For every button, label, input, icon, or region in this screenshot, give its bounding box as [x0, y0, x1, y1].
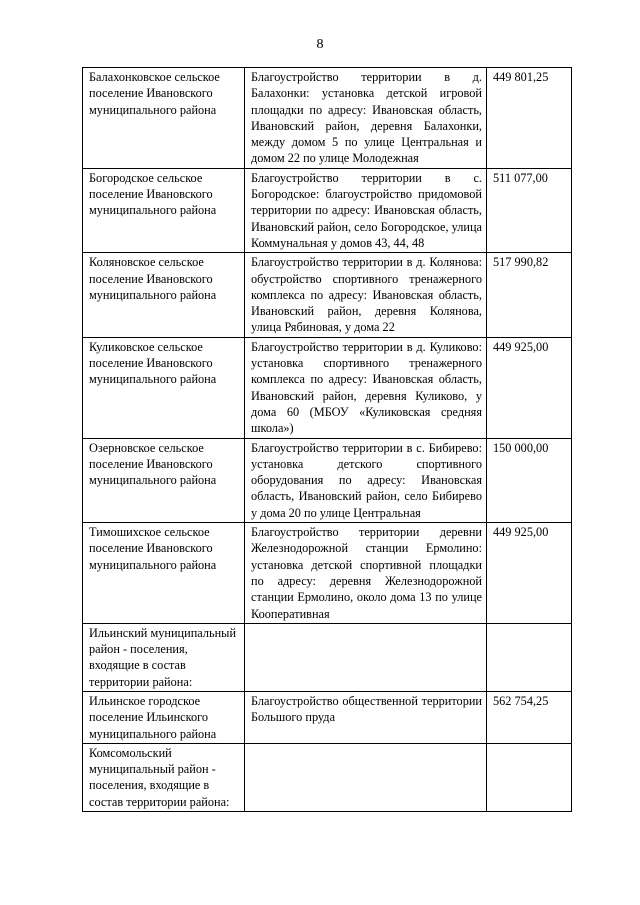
settlement-cell: Коляновское сельское поселение Ивановского муниципального района: [83, 253, 245, 337]
amount-cell: 449 925,00: [487, 337, 572, 438]
table-row: [83, 623, 572, 691]
page-number: 8: [316, 37, 324, 52]
subsidy-table: [82, 67, 572, 812]
amount-cell: 511 077,00: [487, 168, 572, 252]
table-row: [83, 743, 572, 811]
settlement-cell: Озерновское сельское поселение Ивановского муниципального района: [83, 438, 245, 522]
table-row: [83, 168, 572, 252]
amount-cell: 150 000,00: [487, 438, 572, 522]
table-row: [83, 337, 572, 438]
table-row: [83, 68, 572, 169]
description-cell: Благоустройство территории в д. Колянова: обустройство спортивного тренажерного комплекса по адресу: Ивановская область, Ивановский район, деревня Колянова, улица Рябиновая, у дома 22: [245, 253, 487, 337]
table-row: [83, 438, 572, 522]
settlement-cell: Богородское сельское поселение Ивановского муниципального района: [83, 168, 245, 252]
description-cell: [245, 743, 487, 811]
amount-cell: 517 990,82: [487, 253, 572, 337]
amount-cell: [487, 623, 572, 691]
table-row: [83, 691, 572, 743]
settlement-cell: Куликовское сельское поселение Ивановского муниципального района: [83, 337, 245, 438]
amount-cell: [487, 743, 572, 811]
description-cell: [245, 623, 487, 691]
settlement-cell: Балахонковское сельское поселение Ивановского муниципального района: [83, 68, 245, 169]
table-row: [83, 523, 572, 624]
settlement-cell: Ильинское городское поселение Ильинского муниципального района: [83, 691, 245, 743]
amount-cell: 449 925,00: [487, 523, 572, 624]
table-row: [83, 253, 572, 337]
description-cell: Благоустройство территории в с. Богородское: благоустройство придомовой территории по адресу: Ивановская область, Ивановский район, село Богородское, улица Коммунальная у домов 43, 44, 48: [245, 168, 487, 252]
description-cell: Благоустройство территории в д. Куликово: установка спортивного тренажерного комплекса по адресу: Ивановская область, Ивановский район, деревня Куликово, у дома 60 (МБОУ «Куликовская средняя школа»): [245, 337, 487, 438]
settlement-cell: Ильинский муниципальный район - поселения, входящие в состав территории района:: [83, 623, 245, 691]
description-cell: Благоустройство территории деревни Железнодорожной станции Ермолино: установка детской спортивной площадки по адресу: деревня Железнодорожной станции Ермолино, около дома 13 по улице Кооперативная: [245, 523, 487, 624]
description-cell: Благоустройство территории в д. Балахонки: установка детской игровой площадки по адресу: Ивановская область, Ивановский район, деревня Балахонки, между домом 5 по улице Центральная и домом 22 по улице Молодежная: [245, 68, 487, 169]
amount-cell: 562 754,25: [487, 691, 572, 743]
description-cell: Благоустройство территории в с. Бибирево: установка детского спортивного оборудования по адресу: Ивановская область, Ивановский район, село Бибирево у дома 20 по улице Центральная: [245, 438, 487, 522]
settlement-cell: Тимошихское сельское поселение Ивановского муниципального района: [83, 523, 245, 624]
description-cell: Благоустройство общественной территории Большого пруда: [245, 691, 487, 743]
settlement-cell: Комсомольский муниципальный район - поселения, входящие в состав территории района:: [83, 743, 245, 811]
amount-cell: 449 801,25: [487, 68, 572, 169]
